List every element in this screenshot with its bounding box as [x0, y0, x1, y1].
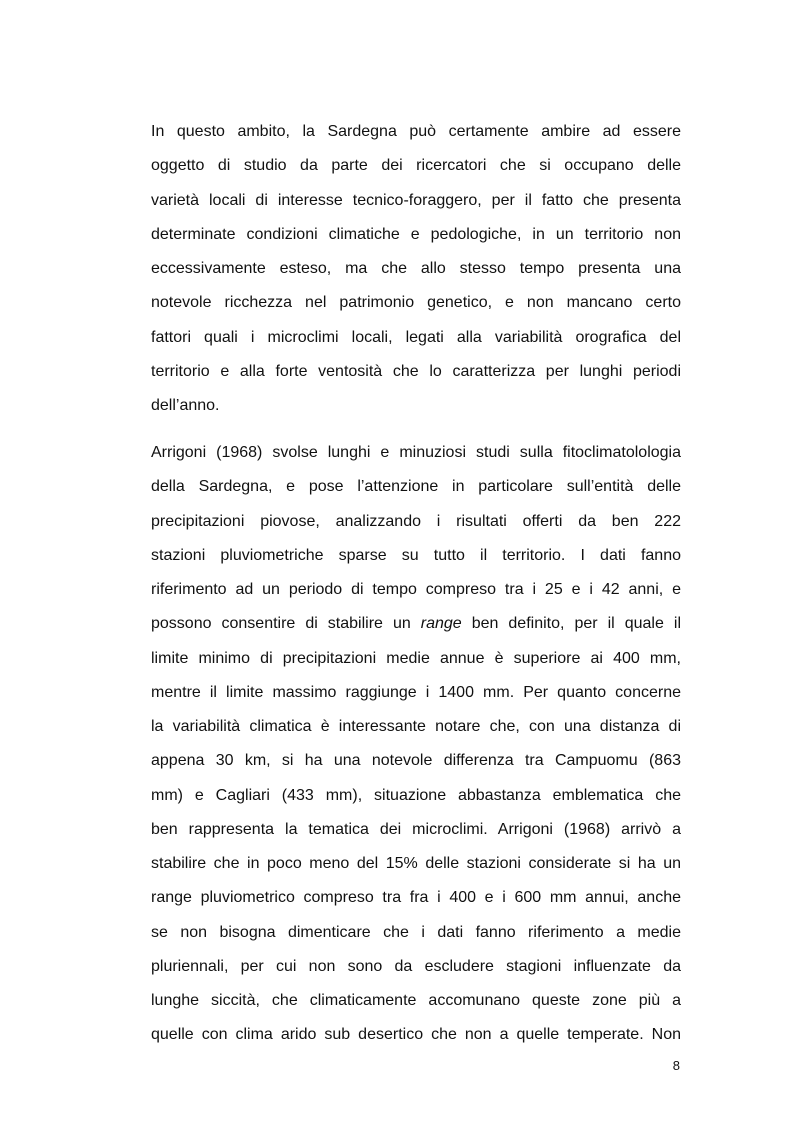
- text-line: ben rappresenta la tematica dei microclimi. Arrigoni (1968) arrivò a: [151, 820, 681, 838]
- text-line: precipitazioni piovose, analizzando i risultati offerti da ben 222: [151, 512, 681, 530]
- text-line: notevole ricchezza nel patrimonio genetico, e non mancano certo: [151, 294, 681, 312]
- text-line: stazioni pluviometriche sparse su tutto il territorio. I dati fanno: [151, 546, 681, 564]
- paragraph-sardegna-ambito: [151, 115, 681, 423]
- text-line: determinate condizioni climatiche e pedologiche, in un territorio non: [151, 225, 681, 243]
- text-line: Arrigoni (1968) svolse lunghi e minuziosi studi sulla fitoclimatolologia: [151, 444, 681, 461]
- text-line: se non bisogna dimenticare che i dati fanno riferimento a medie: [151, 923, 681, 941]
- text-line: limite minimo di precipitazioni medie annue è superiore ai 400 mm,: [151, 649, 681, 667]
- text-line: mentre il limite massimo raggiunge i 1400 mm. Per quanto concerne: [151, 683, 681, 701]
- text-line: mm) e Cagliari (433 mm), situazione abbastanza emblematica che: [151, 786, 681, 804]
- page-number: 8: [672, 1058, 680, 1073]
- text-line: della Sardegna, e pose l’attenzione in particolare sull’entità delle: [151, 478, 681, 496]
- text-line: fattori quali i microclimi locali, legati alla variabilità orografica del: [151, 328, 681, 346]
- text-line: quelle con clima arido sub desertico che non a quelle temperate. Non: [151, 1026, 681, 1044]
- text-line: lunghe siccità, che climaticamente accomunano queste zone più a: [151, 992, 681, 1009]
- text-line: dell’anno.: [151, 397, 220, 414]
- text-line: oggetto di studio da parte dei ricercatori che si occupano delle: [151, 157, 681, 175]
- text-line: pluriennali, per cui non sono da escludere stagioni influenzate da: [151, 957, 681, 975]
- text-segment: ben definito, per il quale il: [461, 615, 681, 633]
- text-line-with-italic: [151, 607, 681, 641]
- text-line: eccessivamente esteso, ma che allo stesso tempo presenta una: [151, 260, 681, 277]
- text-line: In questo ambito, la Sardegna può certamente ambire ad essere: [151, 123, 681, 140]
- text-line: territorio e alla forte ventosità che lo caratterizza per lunghi periodi: [151, 362, 681, 380]
- text-line: stabilire che in poco meno del 15% delle stazioni considerate si ha un: [151, 855, 681, 872]
- text-line: riferimento ad un periodo di tempo compreso tra i 25 e i 42 anni, e: [151, 581, 681, 598]
- paragraph-arrigoni-studi: [151, 436, 681, 1053]
- text-segment: possono consentire di stabilire un: [151, 615, 421, 633]
- text-line: la variabilità climatica è interessante notare che, con una distanza di: [151, 718, 681, 735]
- text-line: range pluviometrico compreso tra fra i 400 e i 600 mm annui, anche: [151, 889, 681, 907]
- text-line: appena 30 km, si ha una notevole differenza tra Campuomu (863: [151, 752, 681, 770]
- italic-term-range: range: [420, 615, 462, 633]
- text-line: varietà locali di interesse tecnico-foraggero, per il fatto che presenta: [151, 191, 681, 209]
